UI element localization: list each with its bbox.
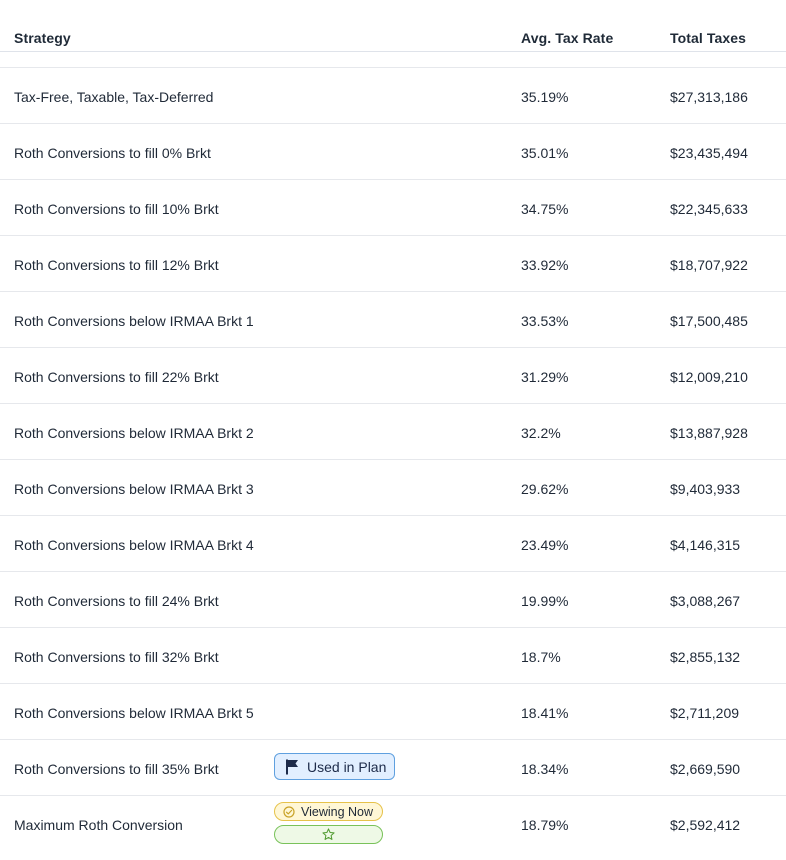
avg-tax-rate: 18.79% xyxy=(521,817,569,833)
total-taxes: $22,345,633 xyxy=(670,201,748,217)
avg-tax-rate: 18.34% xyxy=(521,761,569,777)
strategy-name: Tax-Free, Taxable, Tax-Deferred xyxy=(14,89,214,105)
table-header xyxy=(0,0,786,52)
total-taxes: $23,435,494 xyxy=(670,145,748,161)
total-taxes: $2,711,209 xyxy=(670,705,740,721)
strategy-name: Roth Conversions to fill 32% Brkt xyxy=(14,649,219,665)
strategy-name: Roth Conversions below IRMAA Brkt 3 xyxy=(14,481,254,497)
avg-tax-rate: 29.62% xyxy=(521,481,569,497)
total-taxes: $17,500,485 xyxy=(670,313,748,329)
avg-tax-rate: 35.01% xyxy=(521,145,569,161)
column-header-total-taxes[interactable]: Total Taxes xyxy=(670,30,747,46)
strategy-name: Maximum Roth Conversion xyxy=(14,817,183,833)
header-spacer xyxy=(0,52,786,68)
avg-tax-rate: 31.29% xyxy=(521,369,569,385)
avg-tax-rate: 33.92% xyxy=(521,257,569,273)
total-taxes: $27,313,186 xyxy=(670,89,748,105)
table-row[interactable] xyxy=(0,684,786,740)
check-circle-icon xyxy=(283,806,295,818)
avg-tax-rate: 18.41% xyxy=(521,705,569,721)
table-row[interactable] xyxy=(0,124,786,180)
total-taxes: $18,707,922 xyxy=(670,257,748,273)
total-taxes: $9,403,933 xyxy=(670,481,741,497)
strategy-name: Roth Conversions below IRMAA Brkt 2 xyxy=(14,425,254,441)
strategy-name: Roth Conversions to fill 22% Brkt xyxy=(14,369,219,385)
favorite-badge[interactable] xyxy=(274,825,383,844)
column-header-avg-tax-rate[interactable]: Avg. Tax Rate xyxy=(521,30,614,46)
table-row[interactable] xyxy=(0,740,786,796)
strategy-name: Roth Conversions to fill 35% Brkt xyxy=(14,761,219,777)
table-row[interactable] xyxy=(0,796,786,852)
used-in-plan-badge[interactable] xyxy=(274,753,395,780)
table-row[interactable] xyxy=(0,460,786,516)
avg-tax-rate: 23.49% xyxy=(521,537,569,553)
strategy-name: Roth Conversions to fill 10% Brkt xyxy=(14,201,219,217)
column-header-strategy[interactable]: Strategy xyxy=(14,30,71,46)
avg-tax-rate: 35.19% xyxy=(521,89,569,105)
strategy-name: Roth Conversions below IRMAA Brkt 1 xyxy=(14,313,254,329)
total-taxes: $12,009,210 xyxy=(670,369,748,385)
table-row[interactable] xyxy=(0,68,786,124)
table-row[interactable] xyxy=(0,236,786,292)
avg-tax-rate: 18.7% xyxy=(521,649,561,665)
strategy-name: Roth Conversions to fill 0% Brkt xyxy=(14,145,211,161)
strategy-name: Roth Conversions to fill 12% Brkt xyxy=(14,257,219,273)
star-icon xyxy=(322,828,335,841)
viewing-now-label: Viewing Now xyxy=(301,804,374,819)
total-taxes: $3,088,267 xyxy=(670,593,741,609)
viewing-now-badge[interactable] xyxy=(274,802,383,821)
table-row[interactable] xyxy=(0,404,786,460)
flag-icon xyxy=(285,759,299,775)
table-row[interactable] xyxy=(0,628,786,684)
total-taxes: $2,669,590 xyxy=(670,761,741,777)
total-taxes: $13,887,928 xyxy=(670,425,748,441)
avg-tax-rate: 34.75% xyxy=(521,201,569,217)
total-taxes: $2,592,412 xyxy=(670,817,741,833)
avg-tax-rate: 19.99% xyxy=(521,593,569,609)
strategy-name: Roth Conversions to fill 24% Brkt xyxy=(14,593,219,609)
strategy-name: Roth Conversions below IRMAA Brkt 4 xyxy=(14,537,254,553)
used-in-plan-label: Used in Plan xyxy=(307,758,387,775)
table-row[interactable] xyxy=(0,180,786,236)
badge-stack xyxy=(274,802,383,844)
table-row[interactable] xyxy=(0,348,786,404)
table-row[interactable] xyxy=(0,292,786,348)
total-taxes: $2,855,132 xyxy=(670,649,741,665)
strategy-name: Roth Conversions below IRMAA Brkt 5 xyxy=(14,705,254,721)
table-row[interactable] xyxy=(0,572,786,628)
avg-tax-rate: 32.2% xyxy=(521,425,561,441)
total-taxes: $4,146,315 xyxy=(670,537,741,553)
avg-tax-rate: 33.53% xyxy=(521,313,569,329)
table-row[interactable] xyxy=(0,516,786,572)
